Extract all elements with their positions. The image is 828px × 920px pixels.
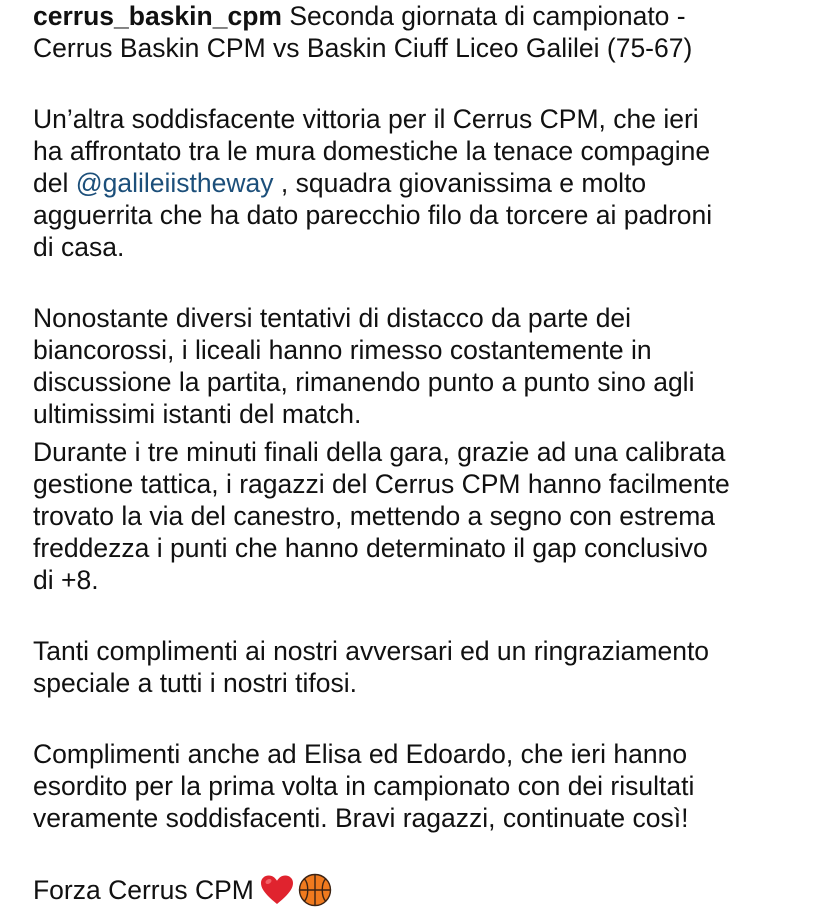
username-link[interactable]: cerrus_baskin_cpm (33, 1, 282, 31)
paragraph-line: esordito per la prima volta in campionato con dei risultati (33, 771, 695, 801)
paragraph-1 (33, 103, 823, 263)
paragraph-line: agguerrita che ha dato parecchio filo da torcere ai padroni (33, 200, 713, 230)
paragraph-line: Complimenti anche ad Elisa ed Edoardo, che ieri hanno (33, 739, 688, 769)
paragraph-line: Un’altra soddisfacente vittoria per il Cerrus CPM, che ieri (33, 104, 699, 134)
basketball-icon (298, 873, 332, 907)
paragraph-2 (33, 302, 823, 430)
paragraph-line: di +8. (33, 565, 99, 595)
paragraph-line (33, 167, 823, 199)
paragraph-line: Tanti complimenti ai nostri avversari ed un ringraziamento (33, 636, 710, 666)
paragraph-line: freddezza i punti che hanno determinato il gap conclusivo (33, 533, 708, 563)
post-caption (33, 0, 823, 907)
headline-text-2: Cerrus Baskin CPM vs Baskin Ciuff Liceo Galilei (75-67) (33, 33, 693, 63)
paragraph-line: Nonostante diversi tentativi di distacco da parte dei (33, 303, 632, 333)
closing-line (33, 873, 823, 907)
heart-icon (260, 874, 294, 906)
paragraph-4 (33, 635, 823, 699)
paragraph-line: gestione tattica, i ragazzi del Cerrus CPM hanno facilmente (33, 469, 730, 499)
caption-header-line-1 (33, 0, 823, 32)
mention-prefix: del (33, 168, 76, 198)
paragraph-line: trovato la via del canestro, mettendo a segno con estrema (33, 501, 716, 531)
paragraph-line: di casa. (33, 232, 125, 262)
paragraph-line: Durante i tre minuti finali della gara, grazie ad una calibrata (33, 437, 726, 467)
paragraph-line: biancorossi, i liceali hanno rimesso costantemente in (33, 335, 652, 365)
paragraph-line: veramente soddisfacenti. Bravi ragazzi, continuate così! (33, 803, 689, 833)
headline-text-1: Seconda giornata di campionato - (289, 1, 686, 31)
paragraph-5 (33, 738, 823, 834)
mention-suffix: , squadra giovanissima e molto (273, 168, 647, 198)
paragraph-line: speciale a tutti i nostri tifosi. (33, 668, 358, 698)
paragraph-line: ultimissimi istanti del match. (33, 399, 362, 429)
paragraph-line: ha affrontato tra le mura domestiche la tenace compagine (33, 136, 711, 166)
paragraph-line: discussione la partita, rimanendo punto a punto sino agli (33, 367, 695, 397)
closing-text: Forza Cerrus CPM (33, 875, 254, 905)
paragraph-3 (33, 436, 823, 596)
mention-link[interactable]: @galileiistheway (75, 168, 274, 198)
